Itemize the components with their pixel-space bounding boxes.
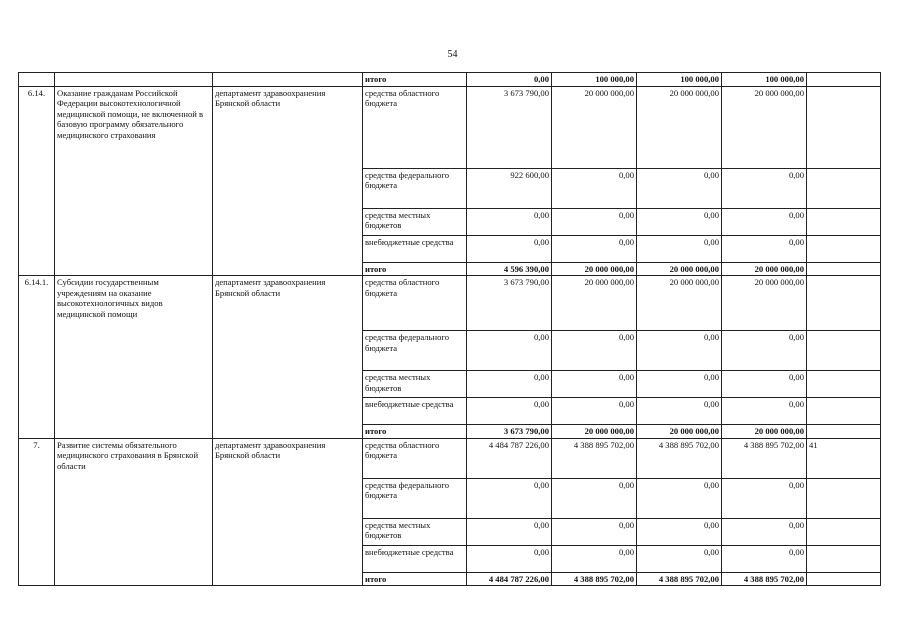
section-executor: департамент здравоохранения Брянской области xyxy=(213,276,363,439)
funding-source: средства местных бюджетов xyxy=(363,208,467,235)
funding-source: средства областного бюджета xyxy=(363,86,467,168)
table-row: итого 4 596 390,00 20 000 000,00 20 000 000,00 20 000 000,00 xyxy=(19,262,881,276)
funding-source: средства федерального бюджета xyxy=(363,168,467,208)
page-number: 54 xyxy=(447,49,458,60)
table-row: итого 3 673 790,00 20 000 000,00 20 000 000,00 20 000 000,00 xyxy=(19,425,881,439)
table-row: средства федерального бюджета 922 600,00 0,00 0,00 0,00 xyxy=(19,168,881,208)
total-label: итого xyxy=(363,425,467,439)
funding-source: средства областного бюджета xyxy=(363,438,467,478)
funding-source: средства областного бюджета xyxy=(363,276,467,331)
funding-source: внебюджетные средства xyxy=(363,545,467,572)
section-code: 7. xyxy=(19,438,55,586)
table-row: средства федерального бюджета 0,00 0,00 0,00 0,00 xyxy=(19,331,881,371)
table-row: внебюджетные средства 0,00 0,00 0,00 0,00 xyxy=(19,545,881,572)
extra-value: 41 xyxy=(807,438,881,478)
table-row: средства местных бюджетов 0,00 0,00 0,00 0,00 xyxy=(19,208,881,235)
funding-source: средства местных бюджетов xyxy=(363,518,467,545)
section-executor: департамент здравоохранения Брянской области xyxy=(213,86,363,276)
table-row: 6.14.1. Субсидии государственным учреждениям на оказание высокотехнологичных видов медицинской помощи департамент здравоохранения Брянской области средства областного бюджета 3 673 790,00 20 000 000,00 20 000 000,00 20 000 000,00 xyxy=(19,276,881,331)
total-label: итого xyxy=(363,73,467,87)
budget-table xyxy=(18,72,881,586)
section-name: Оказание гражданам Российской Федерации высокотехнологичной медицинской помощи, не включенной в базовую программу обязательного медицинского страхования xyxy=(55,86,213,276)
table-row: внебюджетные средства 0,00 0,00 0,00 0,00 xyxy=(19,398,881,425)
total-label: итого xyxy=(363,262,467,276)
funding-source: средства федерального бюджета xyxy=(363,331,467,371)
table-row: средства федерального бюджета 0,00 0,00 0,00 0,00 xyxy=(19,478,881,518)
funding-source: внебюджетные средства xyxy=(363,398,467,425)
funding-source: средства федерального бюджета xyxy=(363,478,467,518)
section-code: 6.14.1. xyxy=(19,276,55,439)
funding-source: средства местных бюджетов xyxy=(363,371,467,398)
table-row: внебюджетные средства 0,00 0,00 0,00 0,00 xyxy=(19,235,881,262)
funding-source: внебюджетные средства xyxy=(363,235,467,262)
table-row: итого 4 484 787 226,00 4 388 895 702,00 4 388 895 702,00 4 388 895 702,00 xyxy=(19,572,881,586)
table-row: средства местных бюджетов 0,00 0,00 0,00 0,00 xyxy=(19,518,881,545)
section-name: Развитие системы обязательного медицинского страхования в Брянской области xyxy=(55,438,213,586)
table-row: 6.14. Оказание гражданам Российской Федерации высокотехнологичной медицинской помощи, не включенной в базовую программу обязательного медицинского страхования департамент здравоохранения Брянской области средства областного бюджета 3 673 790,00 20 000 000,00 20 000 000,00 20 000 000,00 xyxy=(19,86,881,168)
section-executor: департамент здравоохранения Брянской области xyxy=(213,438,363,586)
total-label: итого xyxy=(363,572,467,586)
table-row: средства местных бюджетов 0,00 0,00 0,00 0,00 xyxy=(19,371,881,398)
section-name: Субсидии государственным учреждениям на оказание высокотехнологичных видов медицинской помощи xyxy=(55,276,213,439)
table-row: итого 0,00 100 000,00 100 000,00 100 000,00 xyxy=(19,73,881,87)
section-code: 6.14. xyxy=(19,86,55,276)
table-row: 7. Развитие системы обязательного медицинского страхования в Брянской области департамент здравоохранения Брянской области средства областного бюджета 4 484 787 226,00 4 388 895 702,00 4 388 895 702,00 4 388 895 702,00 41 xyxy=(19,438,881,478)
